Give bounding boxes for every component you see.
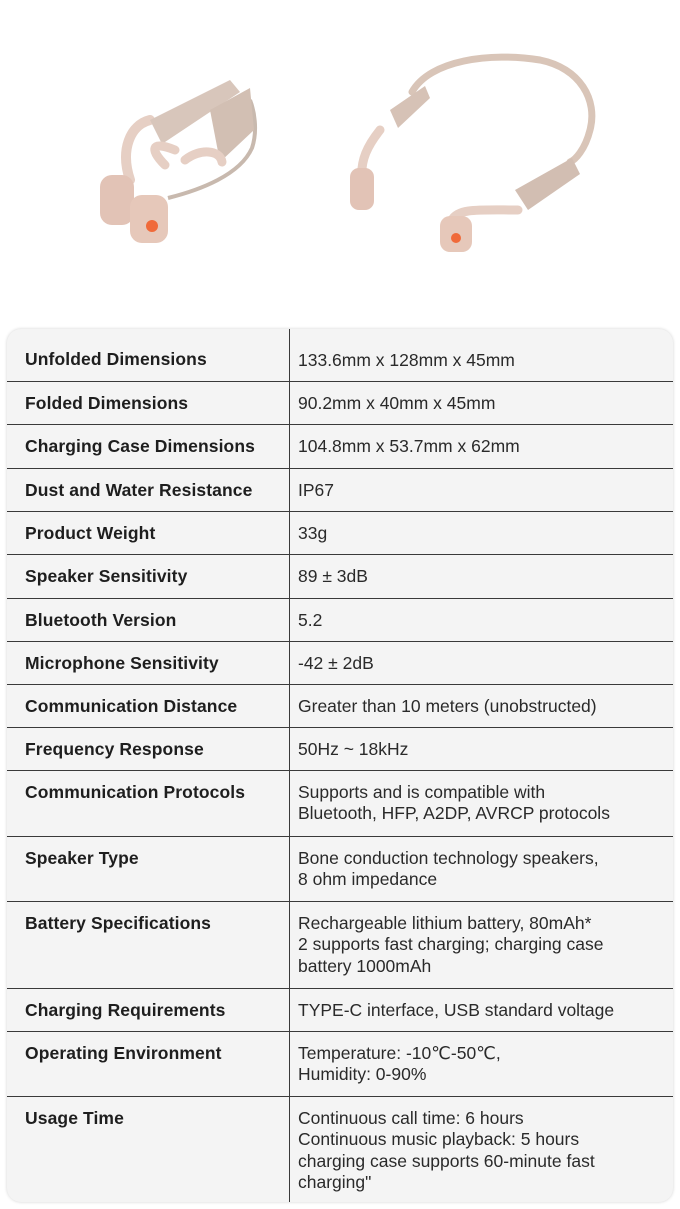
spec-label: Charging Requirements: [7, 988, 290, 1031]
spec-value-line: 5.2: [298, 609, 323, 630]
spec-label: Operating Environment: [7, 1031, 290, 1096]
spec-value-line: -42 ± 2dB: [298, 652, 374, 673]
spec-value: [290, 468, 673, 511]
spec-table: [7, 329, 673, 1202]
spec-row: [7, 836, 673, 901]
spec-value: [290, 329, 673, 381]
spec-row: [7, 554, 673, 598]
spec-value-line: Continuous call time: 6 hours: [298, 1107, 524, 1128]
spec-row: [7, 727, 673, 770]
spec-value-line: 33g: [298, 522, 328, 543]
spec-value-line: Supports and is compatible with: [298, 781, 546, 802]
spec-value-line: 90.2mm x 40mm x 45mm: [298, 392, 496, 413]
spec-row: [7, 511, 673, 554]
spec-label: Bluetooth Version: [7, 598, 290, 641]
spec-row: [7, 770, 673, 836]
spec-label: Battery Specifications: [7, 901, 290, 988]
spec-row: [7, 641, 673, 684]
spec-value: [290, 1031, 673, 1096]
spec-label: Charging Case Dimensions: [7, 424, 290, 468]
spec-label: Product Weight: [7, 511, 290, 554]
spec-value-line: Bluetooth, HFP, A2DP, AVRCP protocols: [298, 803, 610, 823]
spec-value-line: TYPE-C interface, USB standard voltage: [298, 999, 615, 1020]
spec-label: Speaker Sensitivity: [7, 554, 290, 598]
spec-row: [7, 1031, 673, 1096]
spec-row: [7, 468, 673, 511]
spec-label: Usage Time: [7, 1096, 290, 1202]
spec-value: [290, 381, 673, 424]
spec-value-line: Temperature: -10℃-50℃,: [298, 1042, 501, 1063]
spec-value-line: Bone conduction technology speakers,: [298, 847, 599, 868]
spec-value-line: Continuous music playback: 5 hours: [298, 1129, 580, 1149]
spec-value-line: 104.8mm x 53.7mm x 62mm: [298, 435, 520, 456]
spec-value-line: 8 ohm impedance: [298, 869, 438, 889]
spec-label: Unfolded Dimensions: [25, 349, 207, 369]
spec-row: [7, 684, 673, 727]
spec-value: [290, 641, 673, 684]
folded-headphones-image: [90, 70, 270, 250]
spec-value: [290, 770, 673, 836]
spec-value: [290, 554, 673, 598]
spec-value-line: IP67: [298, 479, 334, 500]
spec-label: Dust and Water Resistance: [7, 468, 290, 511]
spec-label: Frequency Response: [7, 727, 290, 770]
unfolded-headphones-image: [340, 50, 610, 260]
spec-value: [290, 511, 673, 554]
spec-value: [290, 1096, 673, 1202]
spec-value: [290, 988, 673, 1031]
spec-value-line: 89 ± 3dB: [298, 565, 368, 586]
spec-value: [290, 836, 673, 901]
spec-value-line: charging case supports 60-minute fast: [298, 1150, 595, 1171]
spec-row: [7, 381, 673, 424]
spec-label: Communication Protocols: [7, 770, 290, 836]
spec-value-line: Greater than 10 meters (unobstructed): [298, 695, 597, 716]
spec-row: [7, 988, 673, 1031]
spec-row: [7, 1096, 673, 1202]
spec-value-line: 133.6mm x 128mm x 45mm: [298, 350, 515, 370]
spec-label: Microphone Sensitivity: [7, 641, 290, 684]
spec-value-line: charging": [298, 1172, 372, 1192]
spec-value: [290, 598, 673, 641]
spec-row: [7, 901, 673, 988]
spec-value-line: 2 supports fast charging; charging case: [298, 934, 604, 954]
spec-value: [290, 424, 673, 468]
spec-label: Communication Distance: [7, 684, 290, 727]
spec-label: Folded Dimensions: [7, 381, 290, 424]
product-images: [0, 0, 680, 320]
spec-value-line: Rechargeable lithium battery, 80mAh*: [298, 912, 592, 933]
spec-value: [290, 727, 673, 770]
spec-value: [290, 901, 673, 988]
spec-row: [7, 598, 673, 641]
spec-value-line: 50Hz ~ 18kHz: [298, 738, 409, 759]
spec-value-line: battery 1000mAh: [298, 955, 432, 976]
spec-value: [290, 684, 673, 727]
spec-row: [7, 424, 673, 468]
spec-value-line: Humidity: 0-90%: [298, 1064, 427, 1084]
spec-label: Speaker Type: [7, 836, 290, 901]
spec-row: [7, 329, 673, 381]
spec-table-card: [7, 329, 673, 1202]
